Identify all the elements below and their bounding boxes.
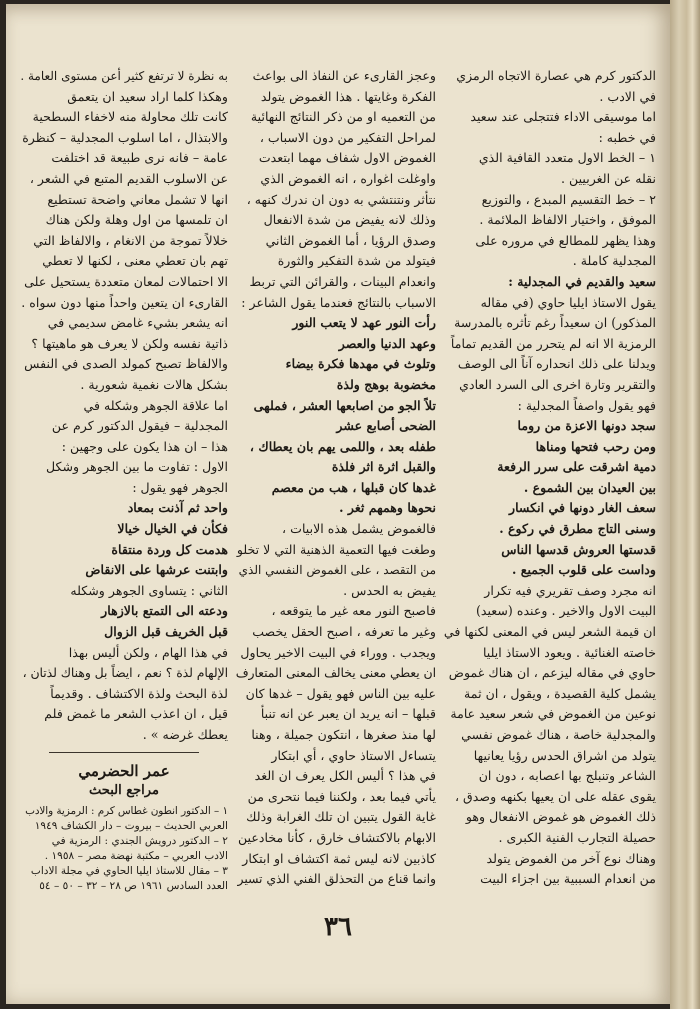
reference-line: العدد السادس ١٩٦١ ص ٢٨ – ٣٢ – ٥٠ – ٥٤	[39, 879, 228, 892]
verse-line: والقبل اثرة اثر فلذة	[331, 459, 436, 475]
text-line: قيل ، ان اعذب الشعر ما غمض فلم	[44, 706, 228, 722]
text-line: بشكل هالات نغمية شعورية .	[80, 376, 228, 392]
text-line: يفيض به الحدس .	[343, 582, 436, 598]
page-edges	[670, 0, 700, 1009]
text-line: والالفاظ تصبح كمولد الصدى في النفس	[24, 356, 228, 372]
verse-line: تلاً الجو من اصابعها العشر ، فملهى	[253, 397, 436, 413]
text-line: فالغموض يشمل هذه الابيات ،	[282, 521, 436, 537]
text-line: هذا – ان هذا يكون على وجهين :	[61, 438, 228, 454]
text-line: الغموض الاول شفاف مهما ابتعدت	[258, 150, 436, 166]
text-line: اما علاقة الجوهر وشكله في	[83, 397, 228, 413]
text-line: فيتولد من شدة التفكير والثورة	[277, 253, 436, 269]
text-line: المجدلية كاملة .	[572, 253, 656, 269]
text-line: ان يعطي معنى يخالف المعنى المتعارف	[236, 666, 436, 681]
text-line: والمجدلية خاصة ، هناك غموض نفسي	[461, 727, 656, 742]
text-line: من انعدام السببية بين اجزاء البيت	[480, 871, 656, 887]
text-line: في خطبه :	[598, 129, 656, 145]
reference-line: ٣ – مقال للاستاذ ايليا الحاوي في مجلة الاداب	[30, 864, 228, 877]
text-line: كانت تلك محاولة منه لاخفاء السطحية	[32, 109, 228, 125]
text-line: كاذبين لانه ليس ثمة اكتشاف او ابتكار	[242, 850, 436, 866]
text-line: خاصته الغنائية . ويعود الاستاذ ايليا	[482, 644, 656, 660]
verse-line: قبل الخريف قبل الزوال	[104, 624, 228, 640]
text-line: ذاتية نفسه ولكن لا يعرف هو ماهيتها ؟	[31, 335, 228, 351]
verse-line: واحد ثم آذنت بمعاد	[127, 500, 228, 516]
left-column	[20, 66, 228, 906]
text-line: نتأثر ونتنتشي به دون ان ندرك كنهه ،	[246, 191, 436, 207]
text-line: ذلك الغموض هو غموض الانفعال وهو	[465, 809, 656, 825]
author-signature: عمر الحضرمي	[78, 761, 170, 780]
verse-line: مخضوبة بوهج ولذة	[336, 376, 436, 392]
verse-line: وداست على قلوب الجميع .	[511, 562, 656, 578]
text-line: الابهام بالاكتشاف خارق ، كأنا مخادعين	[237, 829, 436, 845]
text-line: تهم بان تعطي معنى ، لكنها لا تعطي	[42, 253, 228, 269]
divider	[49, 752, 199, 753]
reference-line: ٢ – الدكتور درويش الجندي : الرمزية في	[51, 834, 228, 847]
verse-line: بين العيدان بين الشموع .	[523, 479, 656, 495]
text-line: قبلها – انه يريد ان يعبر عن انه تنبأ	[260, 706, 436, 722]
text-line: الفكرة وغايتها . هذا الغموض يتولد	[260, 88, 436, 104]
verse-line: وسنى التاج مطرق في ركوع .	[499, 521, 656, 537]
text-line: نوعين من الغموض في شعر سعيد عامة	[450, 706, 656, 722]
middle-column	[236, 66, 436, 906]
text-line: المجدلية – فيقول الدكتور كرم عن	[51, 418, 228, 434]
text-line: لها منذ صغرها ، انتكون جميلة ، وهنا	[251, 727, 436, 742]
verse-line: قدستها العروش قدسها الناس	[501, 541, 656, 557]
text-line: انه يشعر بشيء غامض سديمي في	[47, 315, 228, 331]
text-line: عن الاسلوب القديم المتبع في الشعر ،	[29, 170, 228, 186]
verse-line: نحوها وهمهم ثغر .	[339, 500, 436, 516]
text-line: وطغت فيها التعمية الذهنية التي لا تخلو	[236, 541, 436, 557]
text-line: والتقرير وتارة اخرى الى السرد العادي	[459, 376, 656, 392]
text-line: الإلهام لذة ؟ نعم ، ايضاً بل وهناك لذتان ،	[22, 666, 228, 681]
text-line: ويدلنا على ذلك انحداره آناً الى الوصف	[457, 356, 656, 372]
text-line: الاول : تفاوت ما بين الجوهر وشكل	[46, 459, 228, 475]
text-line: وانعدام البينات ، والقرائن التي تربط	[249, 273, 436, 289]
text-line: حاوي في مقاله ليزعم ، ان هناك غموض	[448, 665, 656, 681]
text-line: وعجز القارىء عن النفاذ الى بواعث	[252, 68, 436, 83]
text-line: وهكذا كلما اراد سعيد ان يتعمق	[67, 88, 228, 104]
text-line: يقوى عقله على ان يعيها بكنهه وصدق ،	[454, 788, 656, 804]
text-line: يتولد من اشراق الحدس رؤيا يعانيها	[473, 747, 656, 763]
verse-line: ومن رحب فتحها ومناها	[535, 438, 656, 454]
text-line: عليه بين الناس فهو يقول – غدها كان	[245, 685, 436, 701]
text-line: في هذا ؟ أليس الكل يعرف ان الغد	[254, 768, 436, 784]
text-line: وهذا يظهر للمطالع في مروره على	[475, 232, 656, 248]
magazine-page	[6, 4, 670, 1004]
text-line: نقله عن الغربيين .	[561, 170, 656, 186]
text-line: في الادب .	[599, 88, 656, 104]
text-line: يشمل كلية القصيدة ، ويقول ، ان ثمة	[464, 685, 656, 701]
text-line: يأتي فيما بعد ، ولكننا فيما نتحرى من	[247, 788, 436, 804]
verse-line: طفله بعد ، واللمى يهم بان يعطاك ،	[249, 438, 436, 454]
verse-line: دمية اشرقت على سرر الرفعة	[497, 459, 656, 475]
text-line: الموفق ، واختيار الالفاظ الملائمة .	[479, 212, 656, 228]
reference-line: العربي الحديث – بيروت – دار الكشاف ١٩٤٩	[34, 819, 228, 832]
text-line: من التعميه او من ذكر النتائج النهائية	[250, 109, 436, 125]
text-line: ان قيمة الشعر ليس في المعنى لكنها في	[443, 624, 656, 640]
text-line: فاصبح النور معه غير ما يتوقعه ،	[271, 603, 436, 619]
verse-line: هدمت كل وردة منتقاة	[111, 541, 228, 557]
text-line: خلالاً تموجة من الانغام ، والالفاظ التي	[33, 232, 228, 248]
text-line: ويجدب . ووراء في البيت الاخير يحاول	[240, 644, 436, 660]
text-line: انها لا تشمل معاني واضحة تستطيع	[47, 191, 228, 207]
text-line: به نظرة لا ترتفع كثير أعن مستوى العامة .	[20, 69, 228, 83]
text-line: فهو يقول واصفاً المجدلية :	[517, 397, 656, 413]
text-line: اما موسيقى الاداء فتتجلى عند سعيد	[470, 109, 656, 125]
text-line: وصدق الرؤيا ، أما الغموض الثاني	[265, 232, 436, 248]
text-line: يعطك غرضه » .	[142, 727, 228, 742]
text-line: الا احتمالات لمعان متعددة يستحيل على	[24, 273, 228, 289]
verse-line: غدها كان قبلها ، هب من معصم	[271, 479, 436, 495]
text-line: وانما قناع من التحذلق الفني الذي تسير	[237, 872, 436, 887]
verse-line: سعيد والقديم في المجدلية :	[508, 273, 656, 289]
verse-line: الضحى أصابع عشر	[336, 418, 436, 434]
text-line: في هذا الهام ، ولكن أليس بهذا	[68, 644, 228, 660]
text-line: واوغلت اغواره ، انه الغموض الذي	[260, 170, 436, 186]
text-line: لمراحل التفكير من دون الاسباب ،	[259, 129, 436, 145]
verse-line: وعهد الدنيا والعصر	[338, 335, 436, 351]
right-column	[442, 66, 656, 906]
verse-line: وتلوث في مهدها فكرة بيضاء	[285, 356, 436, 372]
text-line: وذلك لانه يفيض من شدة الانفعال	[263, 212, 436, 228]
verse-line: فكأن في الخيال خيالا	[117, 521, 228, 537]
verse-line: ودعته الى التمتع بالازهار	[101, 603, 228, 619]
reference-line: ١ – الدكتور انطون غطاس كرم : الرمزية والادب	[25, 804, 228, 817]
verse-line: سعف الغار دونها في انكسار	[509, 500, 656, 516]
text-line: الدكتور كرم هي عصارة الاتجاه الرمزي	[456, 68, 656, 83]
reference-line: الادب العربي – مكتبة نهضة مصر – ١٩٥٨ .	[44, 849, 228, 862]
text-line: وهناك نوع آخر من الغموض يتولد	[486, 850, 656, 866]
text-line: يتساءل الاستاذ حاوي ، أي ابتكار	[271, 747, 436, 763]
text-line: الثاني : يتساوى الجوهر وشكله	[70, 582, 228, 598]
text-line: لذة البحث ولذة الاكتشاف . وقديماً	[50, 685, 228, 701]
text-line: ١ – الخط الاول متعدد القافية الذي	[478, 150, 656, 166]
text-line: ان تلمسها من اول وهلة ولكن هناك	[45, 212, 228, 228]
text-line: غاية القول يتبين ان تلك الغرابة وذلك	[246, 809, 436, 825]
text-line: الجوهر فهو يقول :	[132, 479, 228, 495]
verse-line: وابتنت عرشها على الانقاض	[85, 562, 228, 578]
text-line: الاسباب بالنتائج فعندما يقول الشاعر :	[241, 294, 436, 310]
page-number: ٣٦	[324, 912, 352, 942]
text-line: من التقصد ، على الغموض النفسي الذي	[238, 563, 436, 578]
text-line: ٢ – خط التقسيم المبدع ، والتوزيع	[481, 191, 656, 207]
text-line: عامة – فانه نرى طبيعة قد اختلفت	[51, 150, 228, 166]
text-line: الرمزية الا انه لم يتحرر من القديم تماماً	[450, 335, 656, 351]
verse-line: رأت النور عهد لا يتعب النور	[292, 315, 436, 331]
text-line: المذكور) ان سعيداً رغم تأثره بالمدرسة	[454, 315, 656, 331]
text-line: القارىء ان يتعين واحداً منها دون سواه .	[21, 294, 228, 310]
references-heading: مراجع البحث	[89, 783, 159, 799]
text-line: والابتذال ، اما اسلوب المجدلية – كنظرة	[22, 129, 228, 145]
text-line: انه مجرد وصف تقريري فيه تكرار	[484, 582, 656, 598]
text-line: الشاعر وتنبلج بها اعصابه ، دون ان	[478, 768, 656, 784]
verse-line: سجد دونها الاعزة من روما	[517, 418, 656, 434]
text-line: وغير ما تعرفه ، اصبح الحقل يخصب	[252, 624, 436, 640]
text-line: البيت الاول والاخير . وعنده (سعيد)	[475, 603, 656, 619]
text-line: حصيلة التجارب الفنية الكبرى .	[498, 829, 656, 845]
text-line: يقول الاستاذ ايليا حاوي (في مقاله	[480, 294, 656, 310]
